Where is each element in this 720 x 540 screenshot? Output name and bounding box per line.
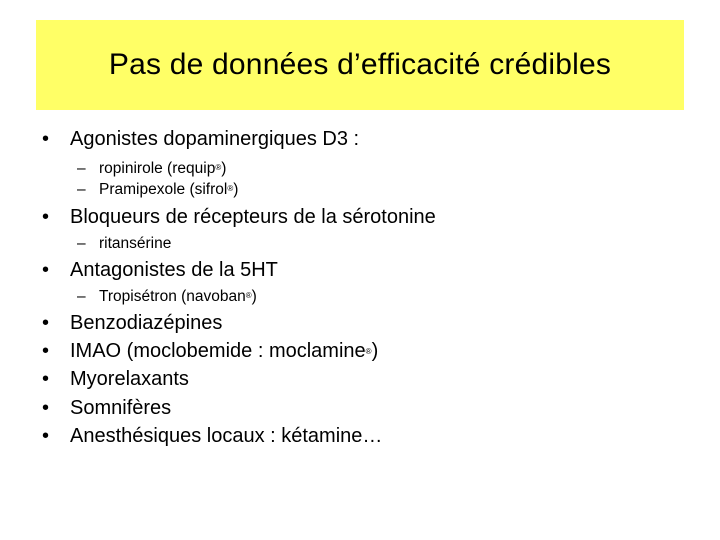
bullet-icon: • — [42, 425, 50, 447]
item-text: Agonistes dopaminergiques D3 : — [70, 128, 360, 150]
bullet-icon: • — [42, 368, 50, 390]
item-text: Somnifères — [70, 397, 172, 419]
item-text: Myorelaxants — [70, 368, 189, 390]
bullet-icon: • — [42, 128, 50, 150]
title-banner — [36, 20, 684, 110]
registered-mark: ® — [215, 163, 222, 172]
dash-icon: – — [77, 288, 86, 305]
registered-mark: ® — [365, 347, 372, 356]
item-text: Antagonistes de la 5HT — [70, 259, 278, 281]
item-text: ritansérine — [99, 235, 172, 252]
item-text: ropinirole (requip®) — [99, 160, 227, 177]
bullet-icon: • — [42, 340, 50, 362]
item-text: Bloqueurs de récepteurs de la sérotonine — [70, 206, 436, 228]
registered-mark: ® — [245, 291, 252, 300]
item-text: IMAO (moclobemide : moclamine®) — [70, 340, 379, 362]
bullet-icon: • — [42, 259, 50, 281]
slide-title: Pas de données d’efficacité crédibles — [108, 48, 612, 81]
bullet-icon: • — [42, 206, 50, 228]
registered-mark: ® — [227, 184, 234, 193]
item-text: Pramipexole (sifrol®) — [99, 181, 239, 198]
item-text: Tropisétron (navoban®) — [99, 288, 257, 305]
dash-icon: – — [77, 160, 86, 177]
dash-icon: – — [77, 181, 86, 198]
item-text: Anesthésiques locaux : kétamine… — [70, 425, 383, 447]
bullet-icon: • — [42, 397, 50, 419]
item-text: Benzodiazépines — [70, 312, 223, 334]
dash-icon: – — [77, 235, 86, 252]
bullet-icon: • — [42, 312, 50, 334]
